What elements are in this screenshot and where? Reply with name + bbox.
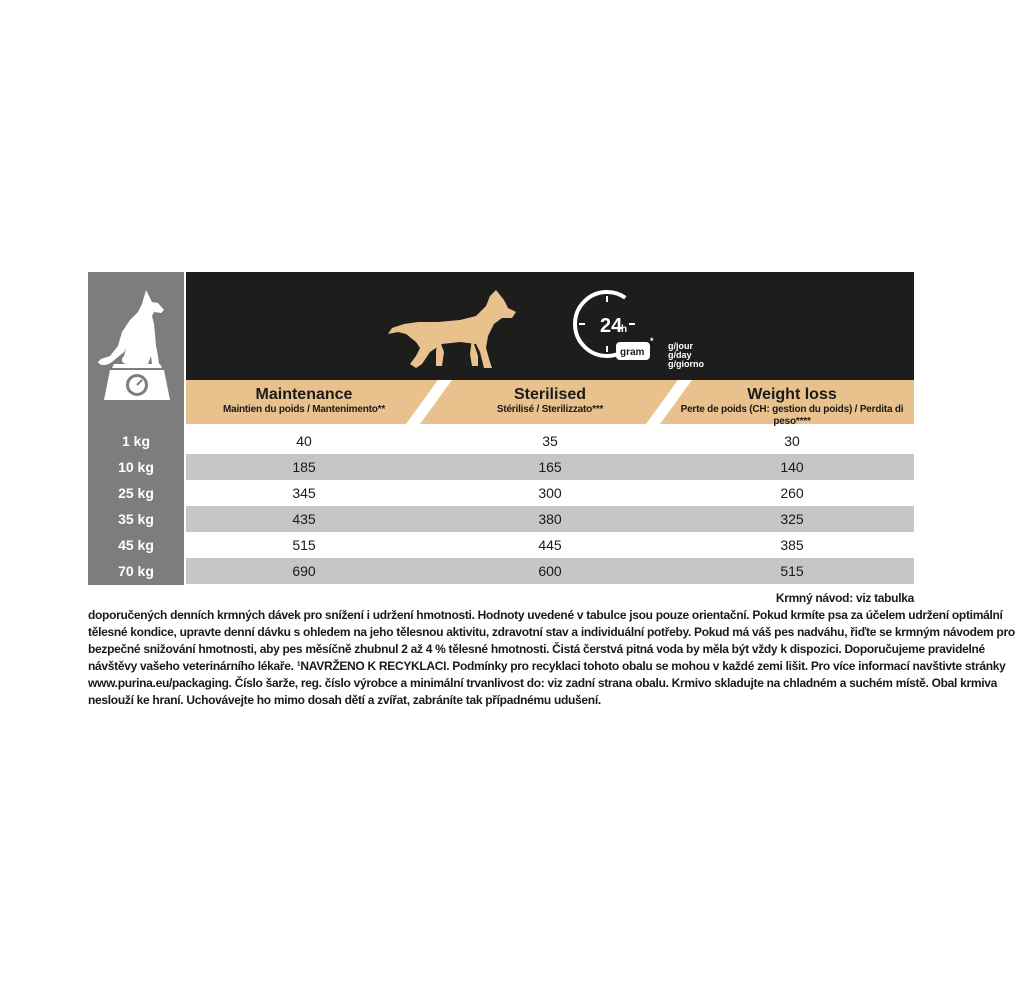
- weight-loss-value: 515: [780, 563, 804, 579]
- column-subtitle: Stérilisé / Sterilizzato***: [496, 404, 604, 415]
- weight-loss-value: 260: [780, 485, 804, 501]
- column-title: Maintenance: [255, 386, 353, 403]
- unit-label: g/jour: [668, 341, 693, 351]
- dog-silhouette-icon: [388, 290, 516, 368]
- maintenance-value: 345: [292, 485, 316, 501]
- clock-sub-label: h: [621, 324, 628, 335]
- sterilised-value: 165: [538, 459, 562, 475]
- sterilised-value: 380: [538, 511, 562, 527]
- column-header-band: [186, 380, 914, 427]
- weight-cell: 25 kg: [118, 485, 154, 501]
- maintenance-value: 515: [292, 537, 316, 553]
- feeding-instructions-heading: Krmný návod: viz tabulka: [775, 591, 914, 605]
- header-banner: [186, 272, 914, 380]
- instructions-line: návštěvy vašeho veterinárního lékaře. ¹NAVRŽENO K RECYKLACI. Podmínky pro recyklaci tohoto obalu se mohou v každé zemi lišit. Pro více informací navštivte stránky: [88, 659, 1006, 673]
- column-title: Weight loss: [747, 386, 837, 403]
- dog-on-scale-icon: [88, 272, 184, 424]
- maintenance-value: 435: [292, 511, 316, 527]
- clock-label: 24: [600, 315, 623, 337]
- column-header-maintenance: [186, 380, 422, 424]
- weight-cell: 10 kg: [118, 459, 154, 475]
- column-header-weight-loss: [670, 380, 914, 427]
- column-header-sterilised: [434, 380, 666, 424]
- weight-loss-value: 385: [780, 537, 804, 553]
- column-subtitle: Perte de poids (CH: gestion du poids) / Perdita di peso****: [680, 404, 904, 427]
- instructions-line: doporučených denních krmných dávek pro snížení i udržení hmotnosti. Hodnoty uvedené v tabulce jsou pouze orientační. Pokud krmíte psa za účelem udržení optimální: [88, 608, 1003, 622]
- unit-label: g/giorno: [668, 359, 704, 369]
- table-row: [88, 454, 914, 480]
- weight-loss-value: 140: [780, 459, 804, 475]
- bowl-label: gram: [620, 347, 645, 358]
- instructions-line: tělesné kondice, upravte denní dávku s ohledem na jeho tělesnou aktivitu, zdravotní stav a individuální potřeby. Pokud má váš pes nadváhu, řiďte se krmným návodem pro: [88, 625, 1015, 639]
- weight-cell: 70 kg: [118, 563, 154, 579]
- bowl-icon: [616, 336, 654, 360]
- table-row: [88, 506, 914, 532]
- maintenance-value: 40: [296, 433, 312, 449]
- table-row: [88, 428, 914, 454]
- sterilised-value: 300: [538, 485, 562, 501]
- maintenance-value: 690: [292, 563, 316, 579]
- instructions-line: neslouží ke hraní. Uchovávejte ho mimo dosah dětí a zvířat, zabráníte tak případnému udušení.: [88, 693, 601, 707]
- weight-cell: 45 kg: [118, 537, 154, 553]
- bowl-mark: *: [650, 336, 654, 346]
- weight-cell: 35 kg: [118, 511, 154, 527]
- feeding-instructions: [88, 590, 1015, 709]
- sterilised-value: 35: [542, 433, 558, 449]
- maintenance-value: 185: [292, 459, 316, 475]
- column-subtitle: Maintien du poids / Mantenimento**: [222, 404, 386, 415]
- weight-cell: 1 kg: [121, 433, 150, 449]
- feeding-table: [88, 272, 914, 585]
- table-row: [88, 480, 914, 506]
- sterilised-value: 600: [538, 563, 562, 579]
- instructions-line: bezpečné snižování hmotnosti, aby pes měsíčně zhubnul 2 až 4 % tělesné hmotnosti. Čistá čerstvá pitná voda by měla být vždy k dispozici. Doporučujeme pravidelné: [88, 642, 985, 656]
- sterilised-value: 445: [538, 537, 562, 553]
- column-title: Sterilised: [513, 386, 587, 403]
- table-row: [88, 532, 914, 558]
- instructions-line: www.purina.eu/packaging. Číslo šarže, reg. číslo výrobce a minimální trvanlivost do: viz zadní strana obalu. Krmivo skladujte na chladném a suchém místě. Obal krmiva: [88, 676, 998, 690]
- unit-label: g/day: [668, 350, 692, 360]
- weight-loss-value: 30: [784, 433, 800, 449]
- weight-loss-value: 325: [780, 511, 804, 527]
- unit-labels: [668, 342, 704, 369]
- table-row: [88, 558, 914, 584]
